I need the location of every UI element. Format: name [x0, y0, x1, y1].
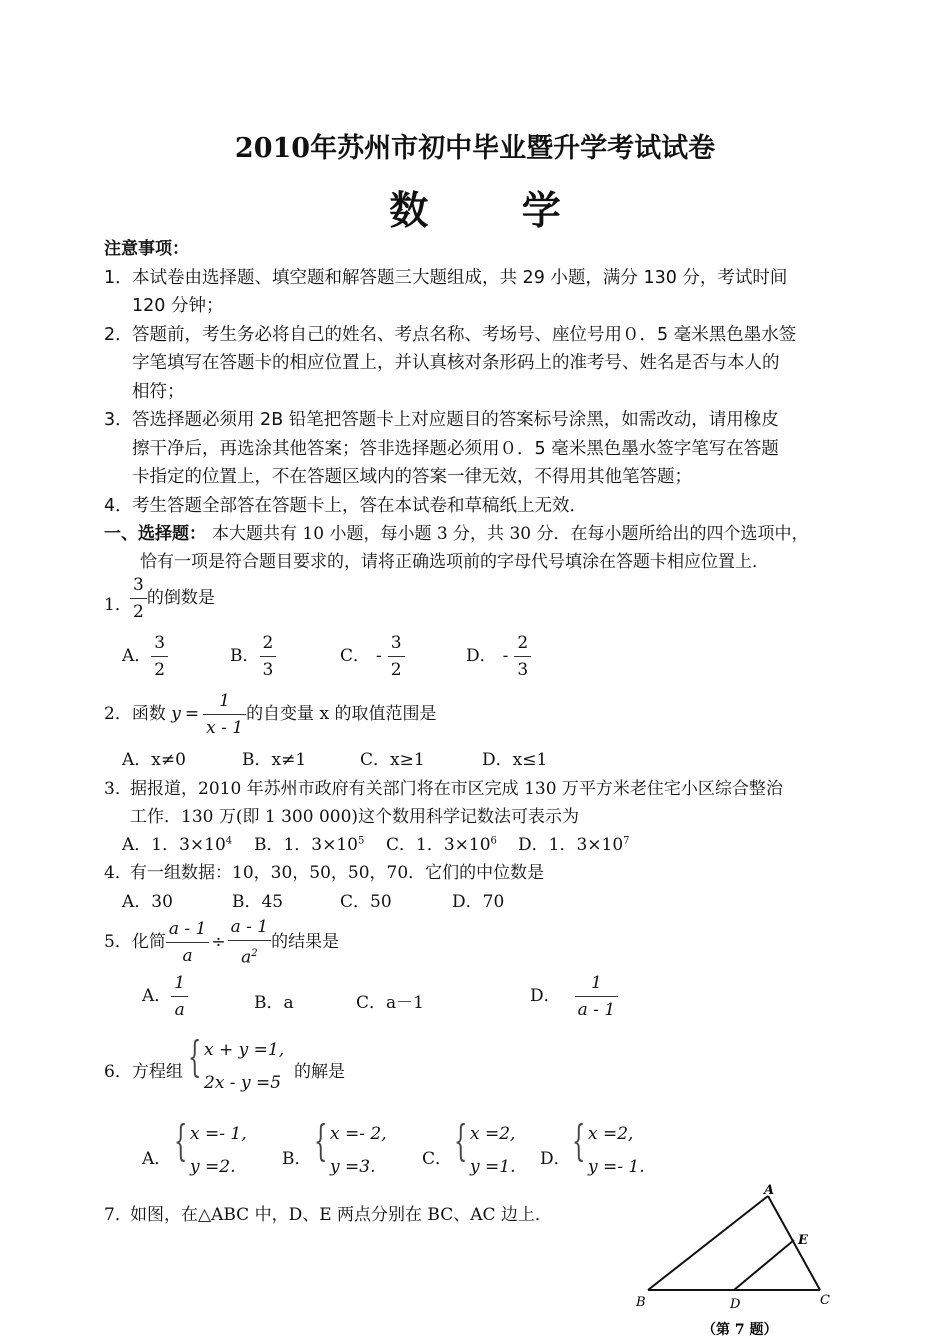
- q4-option-b: B．45: [232, 892, 284, 912]
- q2-option-a: A．x≠0: [122, 750, 186, 770]
- notice-heading: 注意事项：: [104, 239, 189, 259]
- q2-fraction: $\frac{1}{x - 1}$: [203, 688, 246, 741]
- q4-stem: 有一组数据：10，30，50，50，70．它们的中位数是: [130, 863, 545, 883]
- q6-option-c-line1: x =2,: [470, 1124, 516, 1144]
- q5-option-d: D． $\frac{1}{a - 1}$: [530, 970, 618, 1023]
- exam-subject: 数 学: [389, 188, 601, 234]
- q1-option-a: A． $\frac{3}{2}$: [122, 630, 168, 683]
- notice-item-4-num: 4．: [104, 496, 133, 516]
- q5-option-b: B．a: [254, 993, 294, 1013]
- q5-option-a: A． $\frac{1}{a}$: [142, 970, 188, 1023]
- side-ac: [768, 1196, 820, 1290]
- q4-option-d: D．70: [452, 892, 505, 912]
- q3-number: 3．: [104, 779, 132, 799]
- q4-option-c: C．50: [340, 892, 392, 912]
- q5-fraction-2: $\frac{a - 1}{a^2}$: [228, 914, 272, 971]
- q7-triangle-figure: [630, 1182, 840, 1342]
- q2-option-c: C．x≥1: [360, 750, 425, 770]
- q6-option-b-brace: {: [314, 1116, 328, 1165]
- notice-item-1-line2: 120 分钟；: [132, 296, 224, 316]
- notice-item-3-line2: 擦干净后，再选涂其他答案；答非选择题必须用０．5 毫米黑色墨水签字笔写在答题: [132, 439, 779, 459]
- q6-option-b-label: B．: [282, 1149, 312, 1169]
- q6-option-a-line1: x =- 1,: [190, 1124, 247, 1144]
- exam-title: 2010年苏州市初中毕业暨升学考试试卷: [234, 133, 716, 164]
- notice-item-2-num: 2．: [104, 325, 133, 345]
- q1-number: 1．: [104, 595, 132, 615]
- label-b: B: [636, 1295, 646, 1310]
- label-e: E: [798, 1233, 808, 1248]
- q3-line1: 据报道，2010 年苏州市政府有关部门将在市区完成 130 万平方米老住宅小区综合整治: [130, 779, 783, 799]
- q6-option-a-label: A．: [142, 1149, 172, 1169]
- q1-stem: $\frac{3}{2}$ 的倒数是: [130, 572, 215, 625]
- notice-item-2-line1: 答题前，考生务必将自己的姓名、考点名称、考场号、座位号用０．5 毫米黑色墨水签: [132, 325, 797, 345]
- q7-number: 7．: [104, 1205, 132, 1225]
- figure-caption: （第 7 题）: [702, 1322, 778, 1338]
- q5-fraction-1: $\frac{a - 1}{a}$: [166, 916, 210, 969]
- q6-option-d-line1: x =2,: [588, 1124, 634, 1144]
- q1-option-d: D． - $\frac{2}{3}$: [466, 630, 531, 683]
- notice-item-1-line1: 本试卷由选择题、填空题和解答题三大题组成，共 29 小题，满分 130 分，考试时间: [132, 268, 788, 288]
- q6-prefix: 6．方程组: [104, 1062, 183, 1082]
- q7-stem: 如图，在△ABC 中，D、E 两点分别在 BC、AC 边上．: [130, 1205, 552, 1225]
- q5-stem: 5．化简 $\frac{a - 1}{a}$ ÷ $\frac{a - 1}{a^2}$ 的结果是: [104, 914, 339, 971]
- q6-option-a-line2: y =2.: [190, 1157, 236, 1177]
- section1-line1: 本大题共有 10 小题，每小题 3 分，共 30 分．在每小题所给出的四个选项中，: [212, 524, 809, 544]
- q3-option-d: D．1．$3\times 10^7$: [518, 835, 630, 855]
- q6-option-d-brace: {: [572, 1116, 586, 1165]
- notice-item-1-num: 1．: [104, 268, 133, 288]
- q6-system-brace: {: [188, 1032, 202, 1081]
- q2-option-b: B．x≠1: [242, 750, 307, 770]
- q6-option-a-brace: {: [174, 1116, 188, 1165]
- q2-stem: 2．函数 y = $\frac{1}{x - 1}$ 的自变量 x 的取值范围是: [104, 688, 436, 741]
- notice-item-3-num: 3．: [104, 410, 133, 430]
- q6-equation-2: 2x - y =5: [204, 1073, 282, 1093]
- q6-equation-1: x + y =1,: [204, 1040, 285, 1060]
- q6-stem-text: 的解是: [294, 1062, 345, 1082]
- q2-option-d: D．x≤1: [482, 750, 548, 770]
- q6-option-d-label: D．: [540, 1149, 571, 1169]
- notice-item-3-line1: 答选择题必须用 2B 铅笔把答题卡上对应题目的答案标号涂黑，如需改动，请用橡皮: [132, 410, 779, 430]
- q4-number: 4．: [104, 863, 132, 883]
- label-c: C: [820, 1293, 830, 1308]
- q6-option-c-label: C．: [422, 1149, 453, 1169]
- segment-de: [734, 1240, 794, 1290]
- q3-option-c: C．1．$3\times 10^6$: [386, 835, 497, 855]
- notice-item-2-line2: 字笔填写在答题卡的相应位置上，并认真核对条形码上的准考号、姓名是否与本人的: [132, 353, 780, 373]
- q6-option-d-line2: y =- 1.: [588, 1157, 645, 1177]
- q3-line2: 工作．130 万(即 1 300 000)这个数用科学记数法可表示为: [130, 807, 580, 827]
- q6-option-c-brace: {: [454, 1116, 468, 1165]
- q1-option-c: C． - $\frac{3}{2}$: [340, 630, 405, 683]
- q5-option-c: C．a－1: [356, 993, 424, 1013]
- q6-option-b-line2: y =3.: [330, 1157, 376, 1177]
- q6-option-b-line1: x =- 2,: [330, 1124, 387, 1144]
- q4-option-a: A．30: [122, 892, 173, 912]
- q3-option-a: A．1．$3\times 10^4$: [122, 835, 233, 855]
- q1-option-b: B． $\frac{2}{3}$: [230, 630, 276, 683]
- q3-option-b: B．1．$3\times 10^5$: [254, 835, 365, 855]
- section1-line2: 恰有一项是符合题目要求的，请将正确选项前的字母代号填涂在答题卡相应位置上．: [140, 552, 769, 572]
- section1-label: 一、选择题：: [104, 524, 206, 544]
- notice-item-2-line3: 相符；: [132, 382, 185, 402]
- label-a: A: [764, 1183, 775, 1198]
- q1-fraction: $\frac{3}{2}$: [130, 572, 147, 625]
- notice-item-4-line1: 考生答题全部答在答题卡上，答在本试卷和草稿纸上无效．: [132, 496, 587, 516]
- notice-item-3-line3: 卡指定的位置上，不在答题区域内的答案一律无效，不得用其他笔答题；: [132, 467, 692, 487]
- label-d: D: [730, 1297, 741, 1312]
- q6-option-c-line2: y =1.: [470, 1157, 516, 1177]
